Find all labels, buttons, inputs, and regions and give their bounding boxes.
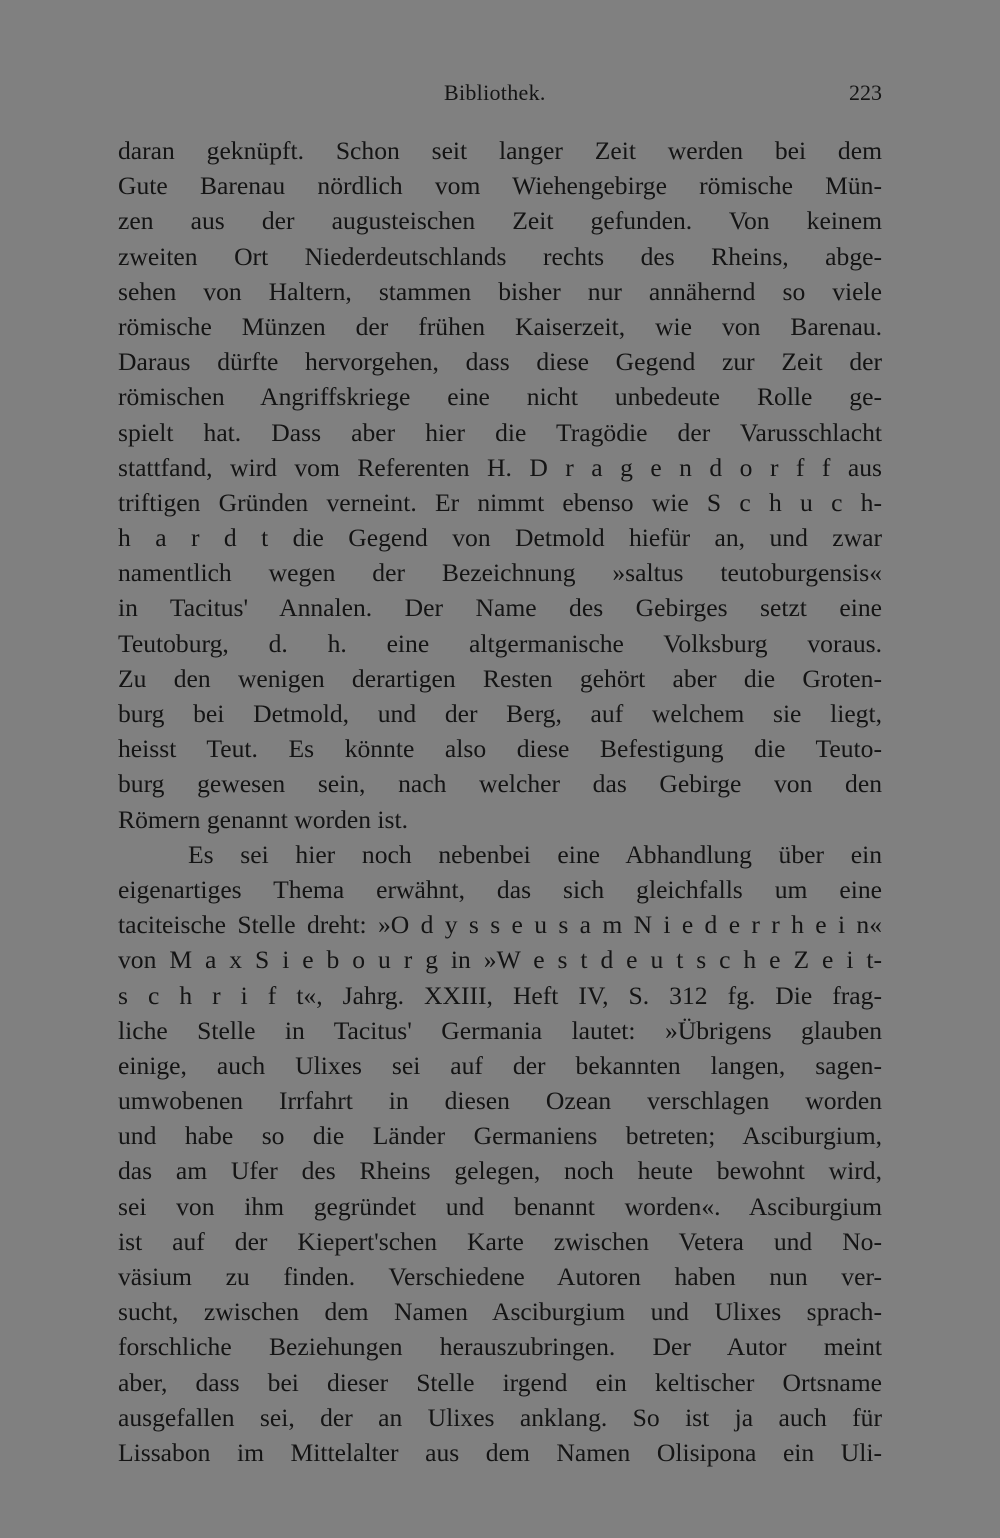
text-line: Teutoburg, d. h. eine altgermanische Volksburg voraus.	[118, 628, 882, 658]
text-line: römischen Angriffskriege eine nicht unbedeute Rolle ge-	[118, 382, 882, 412]
text-line: taciteische Stelle dreht: »O d y s s e u s a m N i e d e r r h e i n«	[118, 910, 882, 940]
text-line: eigenartiges Thema erwähnt, das sich gleichfalls um eine	[118, 874, 882, 904]
text-line: h a r d t die Gegend von Detmold hiefür an, und zwar	[118, 523, 882, 553]
text-line: sehen von Haltern, stammen bisher nur annähernd so viele	[118, 276, 882, 306]
text-line: von M a x S i e b o u r g in »W e s t d e u t s c h e Z e i t-	[118, 945, 882, 975]
text-line: burg gewesen sein, nach welcher das Gebirge von den	[118, 769, 882, 799]
text-line: Gute Barenau nördlich vom Wiehengebirge römische Mün-	[118, 171, 882, 201]
text-line: sucht, zwischen dem Namen Asciburgium und Ulixes sprach-	[118, 1297, 882, 1327]
text-line: umwobenen Irrfahrt in diesen Ozean verschlagen worden	[118, 1086, 882, 1116]
text-line: zweiten Ort Niederdeutschlands rechts des Rheins, abge-	[118, 241, 882, 271]
text-line: in Tacitus' Annalen. Der Name des Gebirges setzt eine	[118, 593, 882, 623]
body-text	[118, 133, 882, 1470]
text-line: Zu den wenigen derartigen Resten gehört aber die Groten-	[118, 663, 882, 693]
text-line: s c h r i f t«, Jahrg. XXIII, Heft IV, S. 312 fg. Die frag-	[118, 980, 882, 1010]
text-line: namentlich wegen der Bezeichnung »saltus teutoburgensis«	[118, 558, 882, 588]
text-line: heisst Teut. Es könnte also diese Befestigung die Teuto-	[118, 734, 882, 764]
text-line: stattfand, wird vom Referenten H. D r a g e n d o r f f aus	[118, 452, 882, 482]
text-line: Lissabon im Mittelalter aus dem Namen Olisipona ein Uli-	[118, 1437, 882, 1467]
text-line: spielt hat. Dass aber hier die Tragödie der Varusschlacht	[118, 417, 882, 447]
text-line: daran geknüpft. Schon seit langer Zeit werden bei dem	[118, 136, 882, 165]
text-line: liche Stelle in Tacitus' Germania lautet: »Übrigens glauben	[118, 1015, 882, 1045]
text-line: Es sei hier noch nebenbei eine Abhandlung über ein	[188, 839, 882, 869]
running-title: Bibliothek.	[444, 80, 546, 105]
text-line: ausgefallen sei, der an Ulixes anklang. So ist ja auch für	[118, 1402, 882, 1432]
text-line: aber, dass bei dieser Stelle irgend ein keltischer Ortsname	[118, 1367, 882, 1397]
text-line: römische Münzen der frühen Kaiserzeit, wie von Barenau.	[118, 311, 882, 341]
page-header	[0, 80, 1000, 110]
text-line: forschliche Beziehungen herauszubringen. Der Autor meint	[118, 1332, 882, 1362]
text-line: zen aus der augusteischen Zeit gefunden. Von keinem	[118, 206, 882, 236]
text-line: Daraus dürfte hervorgehen, dass diese Gegend zur Zeit der	[118, 347, 882, 377]
text-line: väsium zu finden. Verschiedene Autoren haben nun ver-	[118, 1262, 882, 1291]
text-line: sei von ihm gegründet und benannt worden«. Asciburgium	[118, 1191, 882, 1221]
text-line: ist auf der Kiepert'schen Karte zwischen Vetera und No-	[118, 1226, 882, 1256]
text-line: triftigen Gründen verneint. Er nimmt ebenso wie S c h u c h-	[118, 487, 882, 517]
text-line: burg bei Detmold, und der Berg, auf welchem sie liegt,	[118, 699, 882, 728]
page-number: 223	[849, 80, 882, 105]
text-line: und habe so die Länder Germaniens betreten; Asciburgium,	[118, 1121, 882, 1151]
text-line: Römern genannt worden ist.	[118, 804, 409, 834]
text-line: das am Ufer des Rheins gelegen, noch heute bewohnt wird,	[118, 1156, 882, 1186]
text-line: einige, auch Ulixes sei auf der bekannten langen, sagen-	[118, 1050, 882, 1080]
